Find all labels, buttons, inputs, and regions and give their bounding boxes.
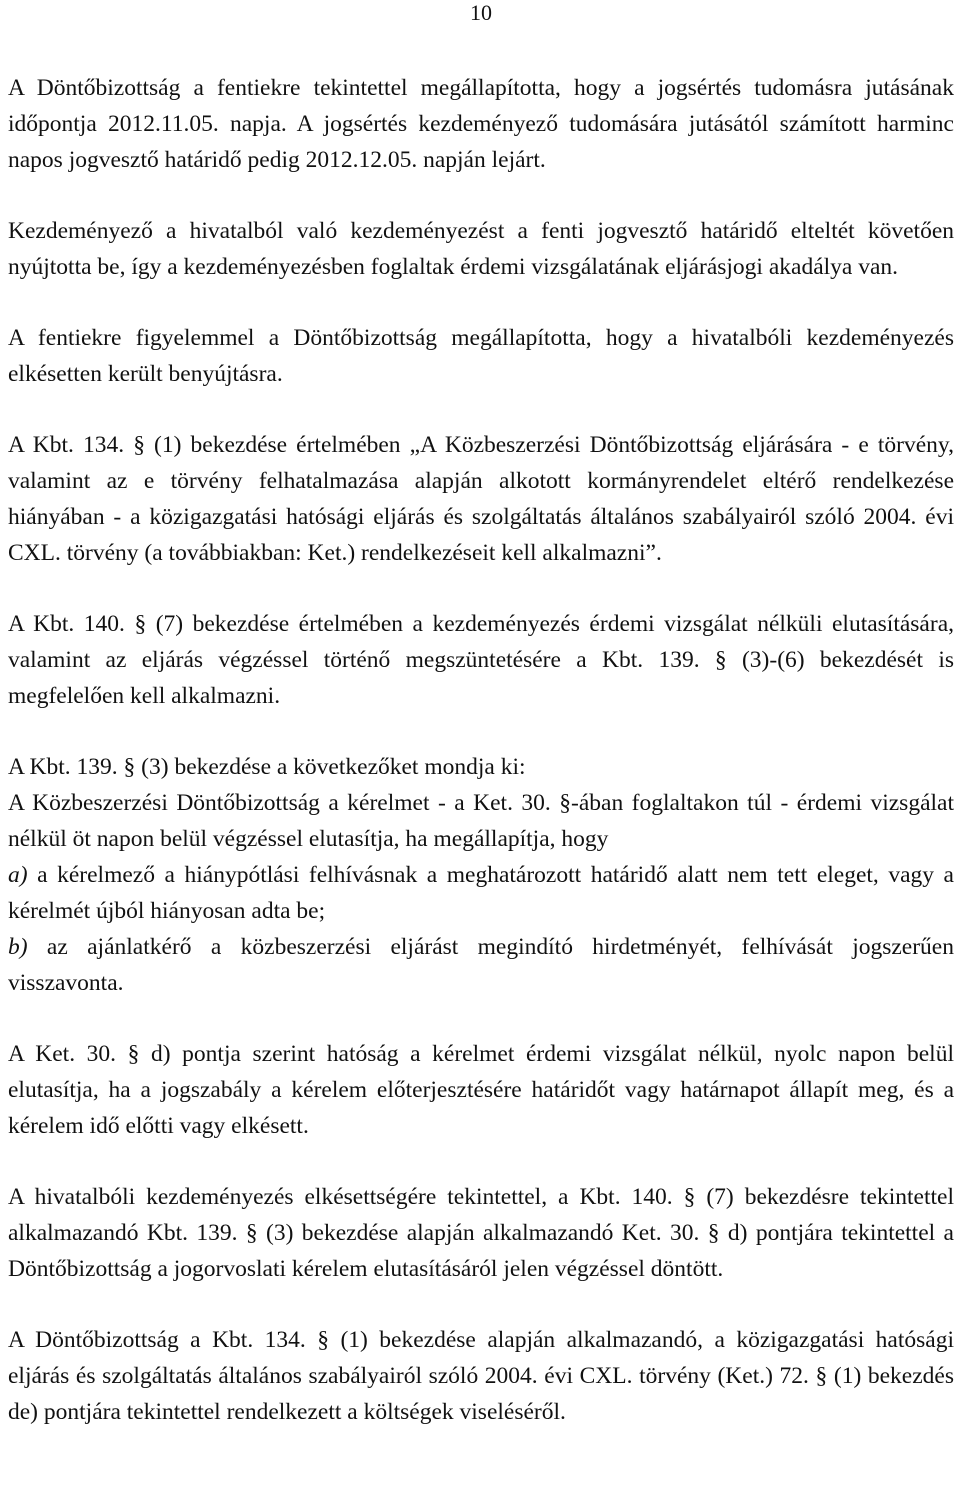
page-number: 10 (470, 0, 492, 25)
point-a-marker: a) (8, 862, 28, 888)
paragraph-deadline: A Döntőbizottság a fentiekre tekintettel megállapította, hogy a jogsértés tudomásra jutásának időpontja 2012.11.05. napja. A jogsértés kezdeményező tudomására jutásától számított harminc napos jogvesztő határidő pedig 2012.12.05. napján lejárt. (8, 75, 954, 173)
paragraph-kbt-134: A Kbt. 134. § (1) bekezdése értelmében „A Közbeszerzési Döntőbizottság eljárására - e törvény, valamint az e törvény felhatalmazása alapján alkotott kormányrendelet eltérő rendelkezése hiányában - a közigazgatási hatósági eljárás és szolgáltatás általános szabályairól szóló 2004. évi CXL. törvény (a továbbiakban: Ket.) rendelkezéseit kell alkalmazni”. (8, 432, 954, 566)
kbt-139-intro: A Kbt. 139. § (3) bekezdése a következőket mondja ki: (8, 754, 526, 780)
paragraph-costs: A Döntőbizottság a Kbt. 134. § (1) bekezdése alapján alkalmazandó, a közigazgatási hatósági eljárás és szolgáltatás általános szabályairól szóló 2004. évi CXL. törvény (Ket.) 72. § (1) bekezdés de) pontjára tekintettel rendelkezett a költségek viseléséről. (8, 1327, 954, 1425)
document-body (8, 70, 954, 1430)
paragraph-kbt-139 (8, 749, 954, 1001)
point-b-marker: b) (8, 934, 28, 960)
point-a-text: a kérelmező a hiánypótlási felhívásnak a meghatározott határidő alatt nem tett eleget, vagy a kérelmét újból hiányosan adta be; (8, 862, 954, 924)
point-b-text: az ajánlatkérő a közbeszerzési eljárást megindító hirdetményét, felhívását jogszerűen visszavonta. (8, 934, 954, 996)
paragraph-ket-30: A Ket. 30. § d) pontja szerint hatóság a kérelmet érdemi vizsgálat nélkül, nyolc napon belül elutasítja, ha a jogszabály a kérelem előterjesztésére határidőt vagy határnapot állapít meg, és a kérelem idő előtti vagy elkésett. (8, 1041, 954, 1139)
paragraph-conclusion: A fentiekre figyelemmel a Döntőbizottság megállapította, hogy a hivatalbóli kezdeményezés elkésetten került benyújtásra. (8, 325, 954, 387)
paragraph-kbt-140: A Kbt. 140. § (7) bekezdése értelmében a kezdeményezés érdemi vizsgálat nélküli elutasítására, valamint az eljárás végzéssel történő megszüntetésére a Kbt. 139. § (3)-(6) bekezdését is megfelelően kell alkalmazni. (8, 611, 954, 709)
paragraph-late-filing: Kezdeményező a hivatalból való kezdeményezést a fenti jogvesztő határidő elteltét követően nyújtotta be, így a kezdeményezésben foglaltak érdemi vizsgálatának eljárásjogi akadálya van. (8, 218, 954, 280)
kbt-139-text: A Közbeszerzési Döntőbizottság a kérelmet - a Ket. 30. §-ában foglaltakon túl - érdemi vizsgálat nélkül öt napon belül végzéssel elutasítja, ha megállapítja, hogy (8, 790, 954, 852)
paragraph-decision: A hivatalbóli kezdeményezés elkésettségére tekintettel, a Kbt. 140. § (7) bekezdésre tekintettel alkalmazandó Kbt. 139. § (3) bekezdése alapján alkalmazandó Ket. 30. § d) pontjára tekintettel a Döntőbizottság a jogorvoslati kérelem elutasításáról jelen végzéssel döntött. (8, 1184, 954, 1282)
